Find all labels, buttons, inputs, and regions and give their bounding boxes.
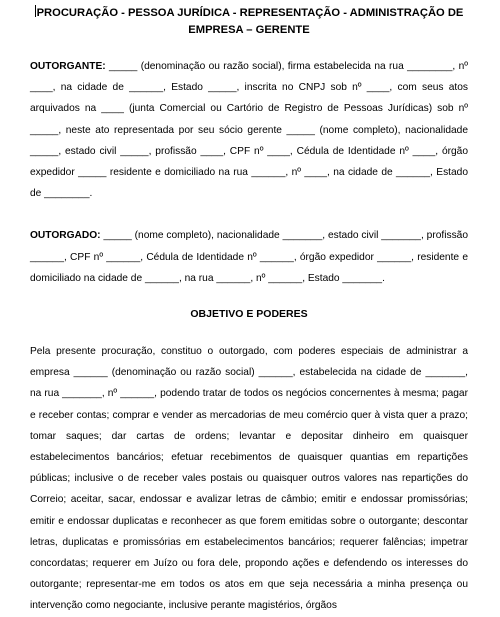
section-title: OBJETIVO E PODERES: [190, 308, 308, 321]
outorgante-text: _____ (denominação ou razão social), firma estabelecida na rua ________, nº ____, na cidade de ______, Estado _____, inscrita no CNPJ sob nº ____, com seus atos arquivados na ____ (junta Comercial ou Cartório de Registro de Pessoas Jurídicas) sob nº _____, neste ato representada por seu sócio gerente _____ (nome completo), nacionalidade _____, estado civil _____, profissão ____, CPF nº ____, Cédula de Identidade nº ____, órgão expedidor _____ residente e domiciliado na rua ______, nº ____, na cidade de ______, Estado de ________.: [30, 61, 468, 200]
outorgante-paragraph: [30, 56, 468, 204]
document-title-line-1: PROCURAÇÃO - PESSOA JURÍDICA - REPRESENTAÇÃO - ADMINISTRAÇÃO DE: [36, 7, 464, 19]
text-cursor: [35, 5, 36, 17]
outorgado-paragraph: [30, 225, 468, 289]
outorgado-text: _____ (nome completo), nacionalidade _______, estado civil _______, profissão ______, CPF nº ______, Cédula de Identidade nº ______, órgão expedidor ______, residente e domiciliado na cidade de ______, na rua ______, nº ______, Estado _______.: [30, 230, 468, 284]
body-paragraph: Pela presente procuração, constituo o outorgado, com poderes especiais de administrar a empresa ______ (denominação ou razão social) ______, estabelecida na cidade de _______, na rua _______, nº ______, podendo tratar de todos os negócios concernentes à mesma; pagar e receber contas; comprar e vender as mercadorias de meu comércio quer à vista quer a prazo; tomar saques; dar cartas de ordens; levantar e depositar dinheiro em quaisquer estabelecimentos bancários; efetuar recebimentos de quaisquer quantias em repartições públicas; inclusive o de receber vales postais ou quaisquer outros valores nas repartições do Correio; aceitar, sacar, endossar e avalizar letras de câmbio; emitir e endossar promissórias; emitir e endossar duplicatas e reconhecer as que forem emitidas sobre o outorgante; descontar letras, duplicatas e promissórias em estabelecimentos bancários; requerer falências; impetrar concordatas; requerer em Juízo ou fora dele, propondo ações e defendendo os interesses do outorgante; representar-me em todos os atos em que seja necessária a minha presença ou intervenção como negociante, inclusive perante magistérios, órgãos: [30, 346, 468, 612]
outorgado-label: OUTORGADO:: [30, 230, 101, 242]
document-title-line-2: EMPRESA – GERENTE: [188, 24, 310, 36]
document-title: [30, 5, 468, 39]
outorgante-label: OUTORGANTE:: [30, 61, 106, 72]
